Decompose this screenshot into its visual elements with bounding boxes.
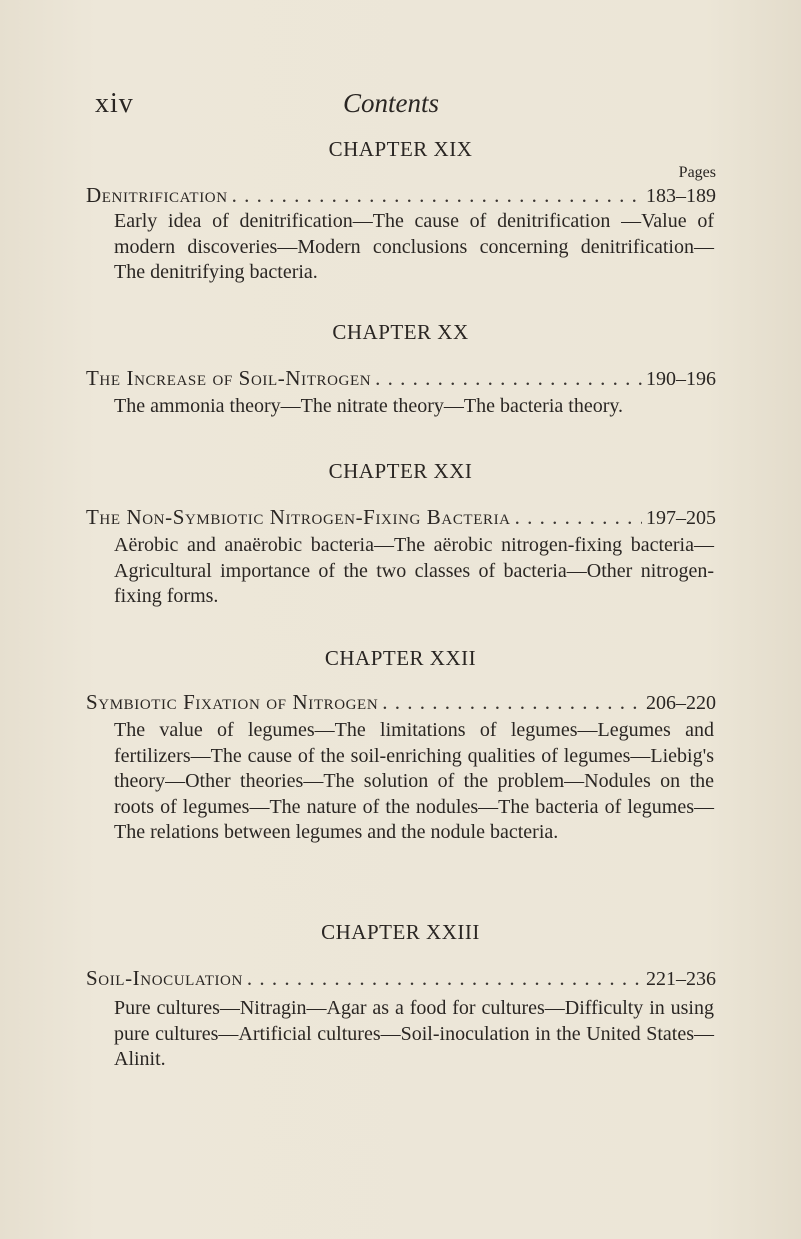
chapter-page-range: 190–196	[646, 368, 716, 390]
chapter-summary: Aërobic and anaërobic bacteria—The aërobic nitrogen-fixing bacteria—Agricultural importance of the two classes of bacteria—Other nitrogen-fixing forms.	[114, 534, 714, 607]
chapter-title: The Increase of Soil-Nitrogen	[86, 366, 372, 390]
chapter-heading: CHAPTER XX	[332, 320, 469, 344]
dot-leader	[382, 688, 642, 716]
toc-entry	[86, 964, 716, 992]
chapter-heading: CHAPTER XXIII	[321, 920, 480, 944]
toc-entry	[86, 181, 716, 209]
chapter-title: Symbiotic Fixation of Nitrogen	[86, 690, 379, 714]
dot-leader	[375, 364, 642, 392]
page-header	[95, 88, 715, 128]
chapter-heading: CHAPTER XIX	[328, 137, 473, 161]
chapter-heading: CHAPTER XXI	[328, 459, 473, 483]
chapter-summary: Early idea of denitrification—The cause of denitrification —Value of modern discoveries—Modern conclusions concerning denitrification—The denitrifying bacteria.	[114, 210, 714, 283]
chapter-heading: CHAPTER XXII	[324, 646, 477, 670]
chapter-page-range: 206–220	[646, 692, 716, 714]
pages-column-label: Pages	[678, 164, 716, 181]
chapter-title: The Non-Symbiotic Nitrogen-Fixing Bacteria	[86, 505, 511, 529]
dot-leader	[515, 503, 642, 531]
dot-leader	[232, 181, 642, 209]
toc-entry	[86, 688, 716, 716]
chapter-summary: Pure cultures—Nitragin—Agar as a food for cultures—Difficulty in using pure cultures—Artificial cultures—Soil-inoculation in the United States—Alinit.	[114, 997, 714, 1070]
chapter-page-range: 221–236	[646, 968, 716, 990]
chapter-title: Soil-Inoculation	[86, 966, 243, 990]
running-title: Contents	[343, 88, 440, 118]
page-number: xiv	[95, 88, 134, 119]
chapter-summary: The value of legumes—The limitations of legumes—Legumes and fertilizers—The cause of the soil-enriching qualities of legumes—Liebig's theory—Other theories—The solution of the problem—Nodules on the roots of legumes—The nature of the nodules—The bacteria of legumes—The relations between legumes and the nodule bacteria.	[114, 719, 714, 843]
chapter-page-range: 183–189	[646, 185, 716, 207]
dot-leader	[247, 964, 642, 992]
toc-entry	[86, 364, 716, 392]
chapter-title: Denitrification	[86, 183, 228, 207]
chapter-summary: The ammonia theory—The nitrate theory—The bacteria theory.	[114, 395, 624, 417]
chapter-page-range: 197–205	[646, 507, 716, 529]
toc-entry	[86, 503, 716, 531]
